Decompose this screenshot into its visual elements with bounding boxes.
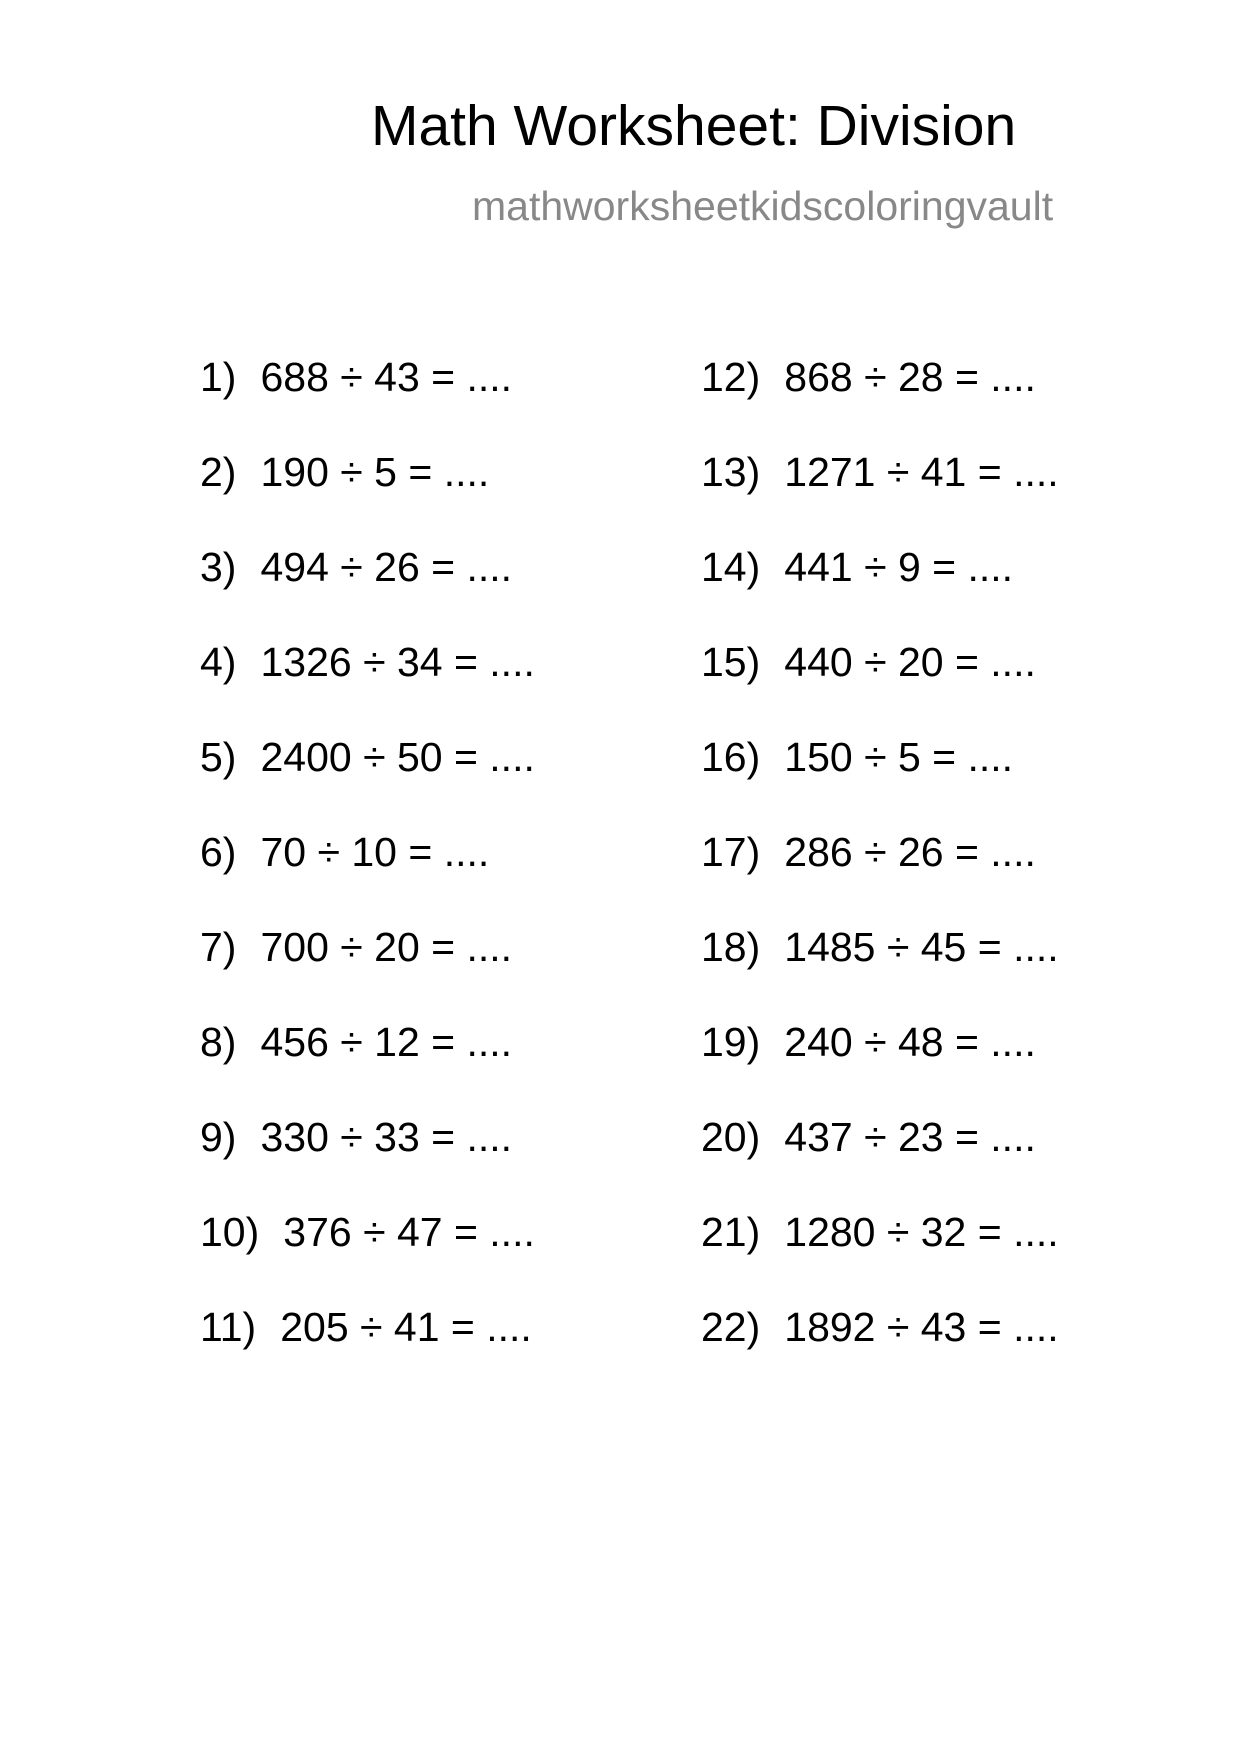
problem-number: 13) <box>701 449 761 495</box>
problem-expression: 240 ÷ 48 = .... <box>784 1019 1036 1065</box>
problem-item <box>200 734 535 780</box>
worksheet-subtitle: mathworksheetkidscoloringvault <box>472 183 1054 229</box>
problem-number: 21) <box>701 1209 761 1255</box>
problem-expression: 190 ÷ 5 = .... <box>260 449 490 495</box>
problem-expression: 440 ÷ 20 = .... <box>784 639 1036 685</box>
problem-number: 16) <box>701 734 761 780</box>
problem-item <box>200 1304 532 1350</box>
problem-expression: 1485 ÷ 45 = .... <box>784 924 1059 970</box>
problem-expression: 1892 ÷ 43 = .... <box>784 1304 1059 1350</box>
problem-item <box>701 354 1036 400</box>
problem-expression: 441 ÷ 9 = .... <box>784 544 1014 590</box>
problem-item <box>200 354 513 400</box>
problem-item <box>200 544 513 590</box>
problem-item <box>701 1209 1059 1255</box>
problem-number: 3) <box>200 544 237 590</box>
problem-expression: 376 ÷ 47 = .... <box>283 1209 535 1255</box>
problem-expression: 150 ÷ 5 = .... <box>784 734 1014 780</box>
problem-number: 4) <box>200 639 237 685</box>
problem-number: 2) <box>200 449 237 495</box>
problem-number: 1) <box>200 354 237 400</box>
problem-expression: 1280 ÷ 32 = .... <box>784 1209 1059 1255</box>
problem-item <box>200 1019 513 1065</box>
problem-expression: 1271 ÷ 41 = .... <box>784 449 1059 495</box>
problem-number: 6) <box>200 829 237 875</box>
problem-expression: 688 ÷ 43 = .... <box>260 354 513 400</box>
problem-number: 11) <box>200 1304 257 1350</box>
problem-item <box>200 924 513 970</box>
problem-expression: 70 ÷ 10 = .... <box>260 829 490 875</box>
problem-item <box>200 639 535 685</box>
problem-expression: 456 ÷ 12 = .... <box>260 1019 513 1065</box>
problem-number: 10) <box>200 1209 260 1255</box>
problem-item <box>701 449 1059 495</box>
problem-item <box>701 924 1059 970</box>
problem-expression: 1326 ÷ 34 = .... <box>260 639 535 685</box>
problem-item <box>200 1114 513 1160</box>
problem-item <box>701 734 1014 780</box>
problem-item <box>701 829 1036 875</box>
problem-item <box>701 1114 1036 1160</box>
problem-item <box>701 1304 1059 1350</box>
problem-item <box>701 1019 1036 1065</box>
problem-number: 15) <box>701 639 761 685</box>
worksheet-title: Math Worksheet: Division <box>371 94 1017 158</box>
problem-number: 5) <box>200 734 237 780</box>
problem-expression: 330 ÷ 33 = .... <box>260 1114 513 1160</box>
problem-expression: 868 ÷ 28 = .... <box>784 354 1036 400</box>
problem-number: 14) <box>701 544 761 590</box>
problem-number: 22) <box>701 1304 761 1350</box>
problem-expression: 286 ÷ 26 = .... <box>784 829 1036 875</box>
problem-item <box>701 639 1036 685</box>
problem-item <box>200 1209 535 1255</box>
problem-expression: 700 ÷ 20 = .... <box>260 924 513 970</box>
problem-expression: 205 ÷ 41 = .... <box>280 1304 532 1350</box>
problem-number: 9) <box>200 1114 237 1160</box>
problem-number: 19) <box>701 1019 761 1065</box>
problem-expression: 2400 ÷ 50 = .... <box>260 734 535 780</box>
problem-number: 20) <box>701 1114 761 1160</box>
problem-number: 12) <box>701 354 761 400</box>
problem-item <box>200 449 490 495</box>
problem-expression: 494 ÷ 26 = .... <box>260 544 513 590</box>
problem-item <box>701 544 1014 590</box>
problem-item <box>200 829 490 875</box>
problem-expression: 437 ÷ 23 = .... <box>784 1114 1036 1160</box>
problem-number: 8) <box>200 1019 237 1065</box>
problem-number: 7) <box>200 924 237 970</box>
problem-number: 18) <box>701 924 761 970</box>
problem-number: 17) <box>701 829 761 875</box>
